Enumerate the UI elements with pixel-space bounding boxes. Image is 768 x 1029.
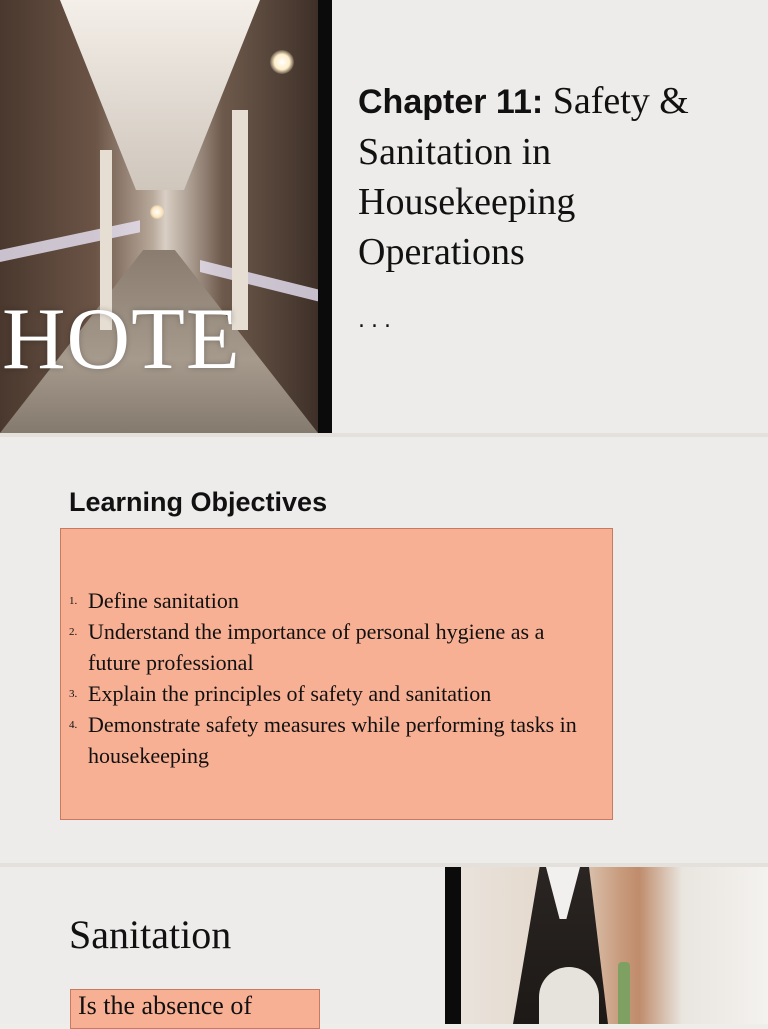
divider-bar (318, 0, 332, 433)
objectives-box (60, 528, 613, 820)
objective-item: 4. Demonstrate safety measures while performing tasks in housekeeping (69, 712, 577, 768)
chapter-title (358, 76, 748, 277)
ellipsis-mark: ... (358, 308, 397, 333)
hotel-corridor-image (0, 0, 318, 433)
objectives-list (69, 585, 589, 771)
learning-objectives-heading: Learning Objectives (69, 487, 328, 517)
objective-item: 2. Understand the importance of personal hygiene as a future professional (69, 619, 545, 675)
slide-sanitation (0, 867, 768, 1024)
slide-learning-objectives (0, 437, 768, 863)
chapter-number: Chapter 11: (358, 83, 544, 121)
divider-bar (445, 867, 461, 1024)
objective-item: 3. Explain the principles of safety and sanitation (69, 681, 492, 706)
definition-box (70, 989, 320, 1029)
objective-item: 1. Define sanitation (69, 588, 239, 613)
sanitation-heading: Sanitation (69, 912, 232, 957)
spray-bottle-icon (618, 962, 630, 1024)
ceiling-light-icon (270, 50, 294, 74)
chapter-subtitle: Safety & Sanitation in Housekeeping Operations (358, 80, 689, 273)
slide-title (0, 0, 768, 433)
housekeeper-image (461, 867, 768, 1024)
image-caption: HOTE (2, 291, 241, 388)
definition-text: Is the absence of (78, 991, 252, 1020)
